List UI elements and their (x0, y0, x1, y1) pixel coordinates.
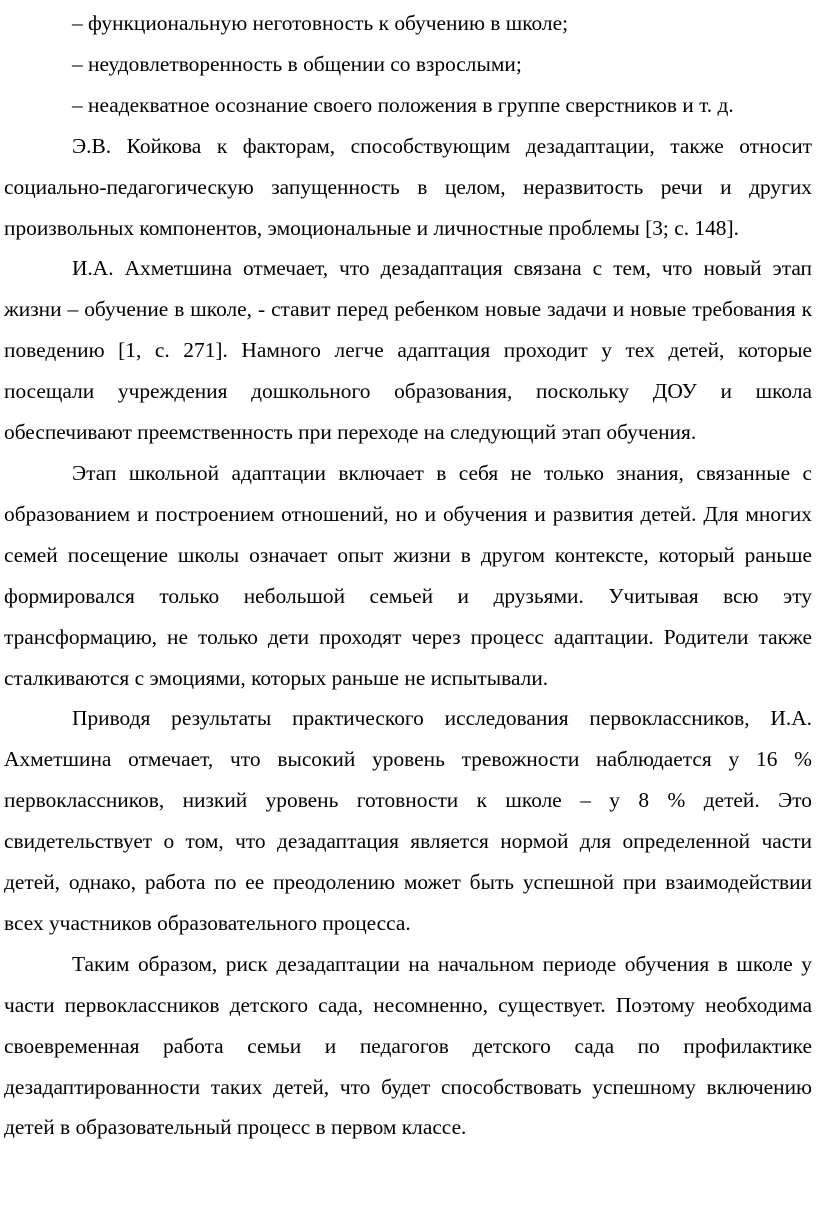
list-item-adult-communication: – неудовлетворенность в общении со взрослыми; (72, 51, 522, 76)
paragraph-koykova-factors: Э.В. Койкова к факторам, способствующим дезадаптации, также относит социально-педагогическую запущенность в целом, неразвитость речи и других произвольных компонентов, эмоциональные и личностные проблемы [3; с. 148]. (4, 133, 812, 240)
paragraph-akhmetshina-new-stage: И.А. Ахметшина отмечает, что дезадаптация связана с тем, что новый этап жизни – обучение в школе, - ставит перед ребенком новые задачи и новые требования к поведению [1, с. 271]. Намного легче адаптация проходит у тех детей, которые посещали учреждения дошкольного образования, поскольку ДОУ и школа обеспечивают преемственность при переходе на следующий этап обучения. (4, 256, 812, 445)
list-item-functional-unreadiness: – функциональную неготовность к обучению в школе; (72, 11, 569, 35)
paragraph-school-adaptation-stage: Этап школьной адаптации включает в себя не только знания, связанные с образованием и построением отношений, но и обучения и развития детей. Для многих семей посещение школы означает опыт жизни в другом контексте, который раньше формировался только небольшой семьей и друзьями. Учитывая всю эту трансформацию, не только дети проходят через процесс адаптации. Родители также сталкиваются с эмоциями, которых раньше не испытывали. (4, 460, 812, 690)
list-item-peer-position: – неадекватное осознание своего положения в группе сверстников и т. д. (72, 92, 734, 117)
paragraph-research-results: Приводя результаты практического исследования первоклассников, И.А. Ахметшина отмечает, что высокий уровень тревожности наблюдается у 16 % первоклассников, низкий уровень готовности к школе – у 8 % детей. Это свидетельствует о том, что дезадаптация является нормой для определенной части детей, однако, работа по ее преодолению может быть успешной при взаимодействии всех участников образовательного процесса. (4, 706, 812, 935)
paragraph-conclusion: Таким образом, риск дезадаптации на начальном периоде обучения в школе у части первоклассников детского сада, несомненно, существует. Поэтому необходима своевременная работа семьи и педагогов детского сада по профилактике дезадаптированности таких детей, что будет способствовать успешному включению детей в образовательный процесс в первом классе. (4, 951, 812, 1140)
